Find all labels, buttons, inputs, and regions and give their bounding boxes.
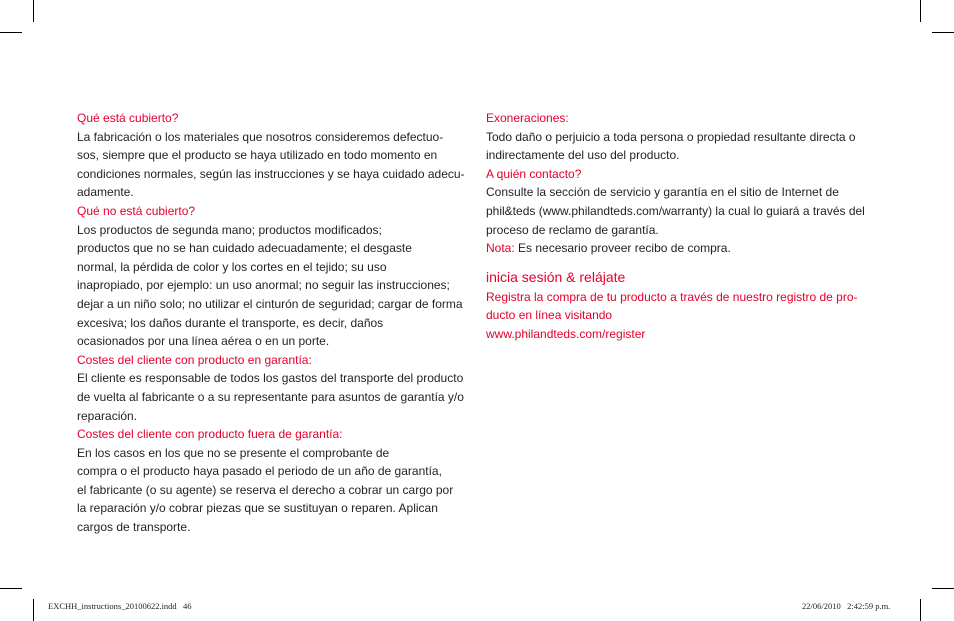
covered-line: sos, siempre que el producto se haya utilizado en todo momento en <box>77 148 438 163</box>
costs-out-warranty-heading: Costes del cliente con producto fuera de garantía: <box>77 427 343 442</box>
footer-file-info: EXCHH_instructions_20100622.indd 46 <box>48 601 192 611</box>
covered-line: condiciones normales, según las instrucciones y se haya cuidado adecu- <box>77 166 465 181</box>
not-covered-line: Los productos de segunda mano; productos modificados; <box>77 222 382 237</box>
not-covered-line: inapropiado, por ejemplo: un uso anormal; no seguir las instrucciones; <box>77 278 450 293</box>
register-heading: inicia sesión & relájate <box>486 268 626 285</box>
note-line <box>486 239 876 258</box>
costs-in-warranty-line: de vuelta al fabricante o a su representante para asuntos de garantía y/o <box>77 389 464 404</box>
contact-heading: A quién contacto? <box>486 166 582 181</box>
costs-out-warranty-line: cargos de transporte. <box>77 520 191 535</box>
crop-mark-bottom-right-horizontal <box>932 588 954 589</box>
exclusions-heading: Exoneraciones: <box>486 111 569 125</box>
crop-mark-bottom-left-horizontal <box>0 588 22 589</box>
covered-line: La fabricación o los materiales que nosotros consideremos defectuo- <box>77 129 444 144</box>
costs-in-warranty-heading: Costes del cliente con producto en garantía: <box>77 352 312 367</box>
costs-out-warranty-line: el fabricante (o su agente) se reserva el derecho a cobrar un cargo por <box>77 482 454 497</box>
covered-heading: Qué está cubierto? <box>77 111 179 125</box>
not-covered-line: normal, la pérdida de color y los cortes en el tejido; su uso <box>77 259 387 274</box>
costs-in-warranty-line: El cliente es responsable de todos los gastos del transporte del producto <box>77 371 464 386</box>
exclusions-line: indirectamente del uso del producto. <box>486 148 680 163</box>
footer-timestamp: 22/06/2010 2:42:59 p.m. <box>802 601 891 611</box>
contact-line: phil&teds (www.philandteds.com/warranty) la cual lo guiará a través del <box>486 203 865 218</box>
not-covered-heading: Qué no está cubierto? <box>77 203 196 218</box>
not-covered-line: dejar a un niño solo; no utilizar el cinturón de seguridad; cargar de forma <box>77 296 463 311</box>
crop-mark-top-left-horizontal <box>0 32 22 33</box>
contact-line: Consulte la sección de servicio y garantía en el sitio de Internet de <box>486 185 839 200</box>
crop-mark-top-left-vertical <box>33 0 34 22</box>
left-column <box>77 109 469 537</box>
crop-mark-bottom-left-vertical <box>33 599 34 621</box>
crop-mark-top-right-horizontal <box>932 32 954 33</box>
right-column <box>486 109 876 344</box>
note-label: Nota: <box>486 241 515 256</box>
register-line: ducto en línea visitando <box>486 308 613 323</box>
note-text: Es necesario proveer recibo de compra. <box>514 241 731 256</box>
contact-line: proceso de reclamo de garantía. <box>486 222 659 237</box>
register-url-link[interactable]: www.philandteds.com/register <box>486 326 646 341</box>
costs-out-warranty-line: la reparación y/o cobrar piezas que se sustituyan o reparen. Aplican <box>77 501 438 516</box>
not-covered-line: excesiva; los daños durante el transporte, es decir, daños <box>77 315 384 330</box>
costs-out-warranty-line: compra o el producto haya pasado el periodo de un año de garantía, <box>77 464 442 479</box>
exclusions-line: Todo daño o perjuicio a toda persona o propiedad resultante directa o <box>486 129 856 144</box>
costs-out-warranty-line: En los casos en los que no se presente el comprobante de <box>77 445 390 460</box>
covered-line: adamente. <box>77 185 134 200</box>
costs-in-warranty-line: reparación. <box>77 408 138 423</box>
crop-mark-bottom-right-vertical <box>920 599 921 621</box>
not-covered-line: ocasionados por una línea aérea o en un porte. <box>77 334 330 349</box>
register-line: Registra la compra de tu producto a través de nuestro registro de pro- <box>486 289 858 304</box>
not-covered-line: productos que no se han cuidado adecuadamente; el desgaste <box>77 241 412 256</box>
crop-mark-top-right-vertical <box>920 0 921 22</box>
